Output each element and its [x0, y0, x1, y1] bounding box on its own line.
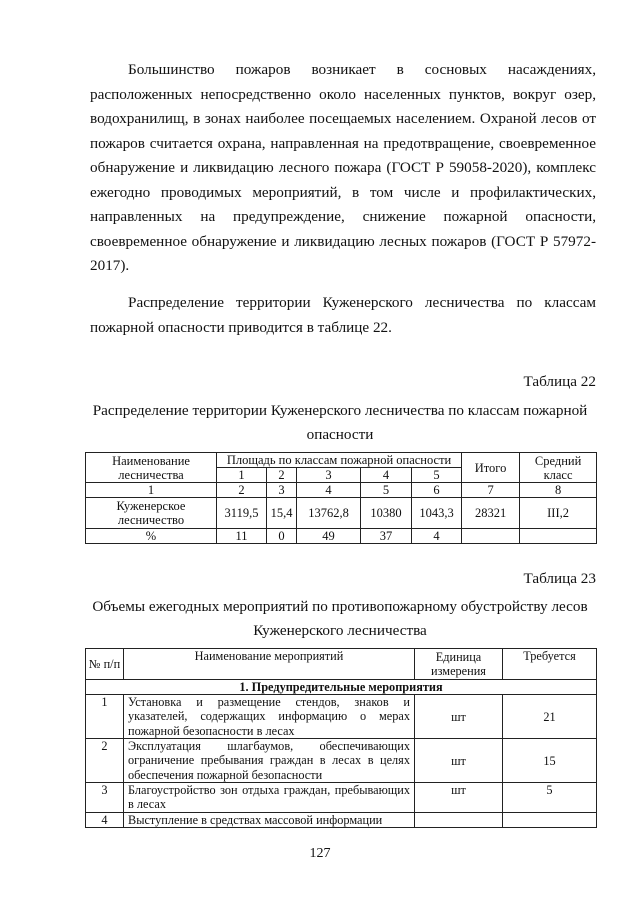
table-cell: 49	[297, 529, 361, 544]
header-cell: № п/п	[86, 649, 124, 680]
row-number: 2	[86, 739, 124, 783]
colnum-cell: 2	[217, 483, 267, 498]
table-label: Таблица 23	[523, 570, 596, 587]
table-cell: 1043,3	[412, 498, 462, 529]
header-cell: Требуется	[503, 649, 597, 680]
table-cell: 11	[217, 529, 267, 544]
colnum-cell: 8	[520, 483, 597, 498]
header-cell: 1	[217, 468, 267, 483]
row-number: 4	[86, 812, 124, 827]
table-cell	[520, 529, 597, 544]
header-cell: 4	[361, 468, 412, 483]
table-cell: 28321	[462, 498, 520, 529]
table-cell: %	[86, 529, 217, 544]
colnum-cell: 5	[361, 483, 412, 498]
measure-name: Благоустройство зон отдыха граждан, пребывающих в лесах	[124, 783, 415, 812]
table-cell: 3119,5	[217, 498, 267, 529]
header-cell: Площадь по классам пожарной опасности	[217, 453, 462, 468]
header-cell: Единица измерения	[415, 649, 503, 680]
colnum-cell: 1	[86, 483, 217, 498]
row-number: 1	[86, 695, 124, 739]
colnum-cell: 3	[267, 483, 297, 498]
colnum-cell: 7	[462, 483, 520, 498]
required-cell: 15	[503, 739, 597, 783]
table-row	[86, 695, 597, 739]
table-colnum-row	[86, 483, 597, 498]
required-cell	[503, 812, 597, 827]
header-cell: Итого	[462, 453, 520, 483]
header-cell: Средний класс	[520, 453, 597, 483]
required-cell: 21	[503, 695, 597, 739]
table-cell: 10380	[361, 498, 412, 529]
fire-danger-table	[85, 452, 597, 544]
unit-cell: шт	[415, 695, 503, 739]
measure-name: Эксплуатация шлагбаумов, обеспечивающих ограничение пребывания граждан в лесах в целях обеспечения пожарной безопасности	[124, 739, 415, 783]
table-header-row	[86, 453, 597, 468]
colnum-cell: 6	[412, 483, 462, 498]
header-cell: 2	[267, 468, 297, 483]
table-cell: 4	[412, 529, 462, 544]
row-number: 3	[86, 783, 124, 812]
page-number: 127	[309, 846, 331, 861]
table-row	[86, 812, 597, 827]
colnum-cell: 4	[297, 483, 361, 498]
table-row	[86, 498, 597, 529]
table-title: Куженерского лесничества	[253, 622, 427, 639]
table-cell: 15,4	[267, 498, 297, 529]
measure-name: Установка и размещение стендов, знаков и указателей, содержащих информацию о мерах пожарной безопасности в лесах	[124, 695, 415, 739]
table-cell: Куженерское лесничество	[86, 498, 217, 529]
table-row	[86, 529, 597, 544]
unit-cell: шт	[415, 739, 503, 783]
table-row	[86, 783, 597, 812]
table-header-row	[86, 649, 597, 680]
header-cell: Наименование лесничества	[86, 453, 217, 483]
fire-measures-table	[85, 648, 597, 828]
table-cell: 13762,8	[297, 498, 361, 529]
header-cell: 3	[297, 468, 361, 483]
unit-cell	[415, 812, 503, 827]
table-row	[86, 739, 597, 783]
table-title: Распределение территории Куженерского лесничества по классам пожарной	[92, 402, 588, 419]
table-section-row	[86, 680, 597, 695]
body-paragraph: Распределение территории Куженерского лесничества по классам пожарной опасности приводится в таблице 22.	[90, 294, 596, 336]
table-cell: 0	[267, 529, 297, 544]
table-cell	[462, 529, 520, 544]
table-cell: III,2	[520, 498, 597, 529]
table-cell: 37	[361, 529, 412, 544]
table-title: Объемы ежегодных мероприятий по противопожарному обустройству лесов	[92, 598, 588, 615]
table-label: Таблица 22	[523, 373, 596, 390]
header-cell: Наименование мероприятий	[124, 649, 415, 680]
body-paragraph: Большинство пожаров возникает в сосновых насаждениях, расположенных непосредственно около населенных пунктов, вокруг озер, водохранилищ, в зонах наиболее посещаемых населением. Охраной лесов от пожаров считается охрана, направленная на предотвращение, своевременное обнаружение и ликвидацию лесного пожара (ГОСТ Р 59058-2020), комплекс ежегодно проводимых мероприятий, в том числе и профилактических, направленных на предупреждение, снижение пожарной опасности, своевременное обнаружение и ликвидацию лесных пожаров (ГОСТ Р 57972-2017).	[90, 61, 596, 274]
required-cell: 5	[503, 783, 597, 812]
unit-cell: шт	[415, 783, 503, 812]
section-cell: 1. Предупредительные мероприятия	[86, 680, 597, 695]
header-cell: 5	[412, 468, 462, 483]
measure-name: Выступление в средствах массовой информации	[124, 812, 415, 827]
table-title: опасности	[306, 426, 374, 443]
